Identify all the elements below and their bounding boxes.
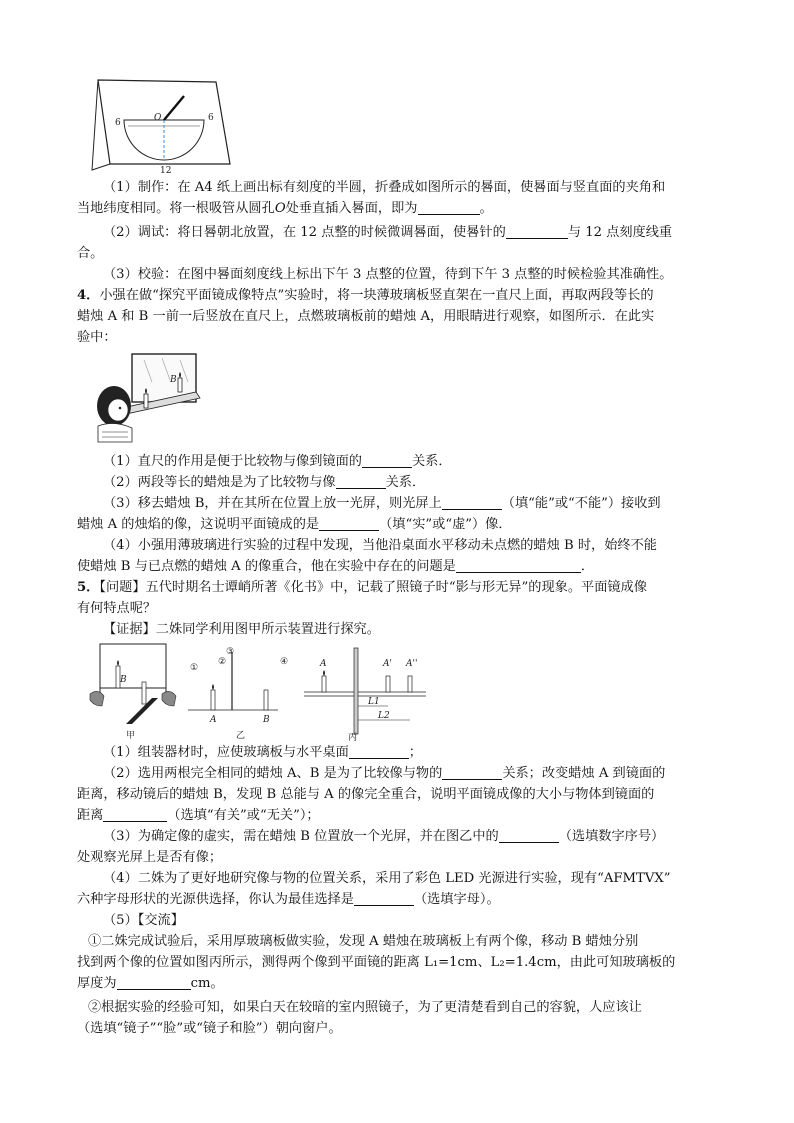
q5-stem-text1: 【问题】五代时期名士谭峭所著《化书》中，记载了照镜子时“影与形无异”的现象。平面镜成像 xyxy=(99,580,647,595)
q5-part2c-post: （选填“有关”或“无关”）； xyxy=(167,808,320,823)
q5-part5-heading: （5）【交流】 xyxy=(103,913,184,928)
yi-position-3: ③ xyxy=(226,647,235,657)
q3-part2-line2: 合。 xyxy=(77,246,104,261)
q5-stem-line2: 有何特点呢？ xyxy=(77,601,157,616)
answer-blank[interactable] xyxy=(336,474,386,489)
q5-part4-line2 xyxy=(77,890,500,910)
bing-caption: 丙 xyxy=(348,733,358,742)
q5-stem-line1 xyxy=(77,578,647,598)
jia-caption: 甲 xyxy=(126,731,136,741)
q4-part3-pre: （3）移去蜡烛 B，并在其所在位置上放一光屏，则光屏上 xyxy=(103,496,442,511)
q5-exchange2-line1: ②根据实验的经验可知，如果白天在较暗的室内照镜子，为了更清楚看到自己的容貌，人应该让 xyxy=(88,1000,642,1015)
answer-blank[interactable] xyxy=(442,765,502,780)
q4-part2-post: 关系． xyxy=(385,475,426,490)
q3-part3: （3）校验：在图中晷面刻度线上标出下午 3 点整的位置，待到下午 3 点整的时候检验其准确性。 xyxy=(103,267,673,282)
yi-b-label: B xyxy=(263,715,270,725)
q4-part1 xyxy=(103,452,452,472)
candle-experiment-figure xyxy=(92,352,202,444)
yi-position-4: ④ xyxy=(280,657,289,667)
jia-b-label: B xyxy=(120,675,127,685)
candle-experiment-drawing xyxy=(92,352,202,444)
q4-part3-line2 xyxy=(77,515,512,535)
sundial-o-label: O xyxy=(154,113,162,123)
q5-exchange1-line1: ①二姝完成试验后，采用厚玻璃板做实验，发现 A 蜡烛在玻璃板上有两个像，移动 B 蜡烛分别 xyxy=(88,934,639,949)
q5-exchange1-line3 xyxy=(77,974,224,994)
q5-part4-pre: 六种字母形状的光源供选择，你认为最佳选择是 xyxy=(77,892,354,907)
q5-part4-line1: （4）二姝为了更好地研究像与物的位置关系，采用了彩色 LED 光源进行实验，现有“AFMTVX” xyxy=(103,871,671,886)
q3-part2-pre: （2）调试：将日晷朝北放置，在 12 点整的时候微调晷面，使晷针的 xyxy=(103,225,506,240)
q5-part2-post: 关系；改变蜡烛 A 到镜面的 xyxy=(502,766,666,781)
q4-part4-post: ． xyxy=(580,559,595,574)
q5-part3-line1 xyxy=(103,827,664,847)
answer-blank[interactable] xyxy=(117,975,191,990)
q5-part2-line3 xyxy=(77,806,320,826)
sundial-left-number: 6 xyxy=(115,118,121,128)
q4-stem-line1 xyxy=(77,286,654,306)
q5-part3-pre: （3）为确定像的虚实，需在蜡烛 B 位置放一个光屏，并在图乙中的 xyxy=(103,829,499,844)
q4-part1-pre: （1）直尺的作用是便于比较物与像到镜面的 xyxy=(103,454,362,469)
q4-part4-line2 xyxy=(77,557,594,577)
bing-l2-label: L2 xyxy=(378,711,390,721)
sundial-bottom-number: 12 xyxy=(160,166,172,176)
apparatus-drawing xyxy=(86,642,436,742)
q5-part3-post: （选填数字序号） xyxy=(558,829,665,844)
q5-part2c-pre: 距离 xyxy=(77,808,104,823)
q5-part4-post: （选填字母）。 xyxy=(413,892,500,907)
q5-exchange1-line2: 找到两个像的位置如图丙所示，测得两个像到平面镜的距离 L₁=1cm、L₂=1.4cm，由此可知玻璃板的 xyxy=(77,955,676,970)
answer-blank[interactable] xyxy=(349,744,409,759)
bing-l1-label: L1 xyxy=(368,697,380,707)
q5-part3-line2: 处观察光屏上是否有像； xyxy=(77,850,223,865)
answer-blank[interactable] xyxy=(354,891,414,906)
q4-part1-post: 关系． xyxy=(411,454,452,469)
q4-part2-pre: （2）两段等长的蜡烛是为了比较物与像 xyxy=(103,475,336,490)
yi-a-label: A xyxy=(210,715,217,725)
q4-part4-line1: （4）小强用薄玻璃进行实验的过程中发现，当他沿桌面水平移动未点燃的蜡烛 B 时，始终不能 xyxy=(103,538,657,553)
bing-a-label: A xyxy=(320,659,327,669)
q5-number: 5． xyxy=(77,580,100,595)
q5-part2-line2: 距离，移动镜后的蜡烛 B，发现 B 总能与 A 的像完全重合，说明平面镜成像的大小与物体到镜面的 xyxy=(77,787,655,802)
q3-part1-line2 xyxy=(77,199,493,219)
q4-stem-line3: 验中： xyxy=(77,330,117,345)
q5-part2-line1 xyxy=(103,764,665,784)
yi-position-1: ① xyxy=(190,663,199,673)
answer-blank[interactable] xyxy=(418,200,480,215)
q4-part2 xyxy=(103,473,425,493)
q4-part3-line1 xyxy=(103,494,661,514)
q3-part1-line1: （1）制作：在 A4 纸上画出标有刻度的半圆，折叠成如图所示的晷面，使晷面与竖直面的夹角和 xyxy=(103,180,666,195)
q3-part1-pre: 当地纬度相同。将一根吸管从圆孔 xyxy=(77,201,275,216)
answer-blank[interactable] xyxy=(319,516,379,531)
apparatus-figures xyxy=(86,642,436,742)
q4-part3-post: （填“能”或“不能”）接收到 xyxy=(501,496,661,511)
q4-stem-line2: 蜡烛 A 和 B 一前一后竖放在直尺上，点燃玻璃板前的蜡烛 A，用眼睛进行观察，如图所示．在此实 xyxy=(77,309,655,324)
answer-blank[interactable] xyxy=(442,495,502,510)
q5-part1-pre: （1）组装器材时，应使玻璃板与水平桌面 xyxy=(103,745,349,760)
answer-blank[interactable] xyxy=(499,828,559,843)
sundial-figure xyxy=(88,78,238,178)
sundial-right-number: 6 xyxy=(208,113,214,123)
q3-part1-post: 处垂直插入晷面，即为 xyxy=(285,201,418,216)
q3-part2-post: 与 12 点刻度线重 xyxy=(567,225,673,240)
answer-blank[interactable] xyxy=(506,224,568,239)
answer-blank[interactable] xyxy=(362,453,412,468)
sundial-drawing xyxy=(88,78,238,178)
yi-caption: 乙 xyxy=(236,731,246,741)
q5-exchange1-post: cm。 xyxy=(190,976,224,991)
q5-exchange2-line2: （选填“镜子”“脸”或“镜子和脸”）朝向窗户。 xyxy=(77,1021,342,1036)
q4-number: 4． xyxy=(77,288,100,303)
q5-part1 xyxy=(103,743,422,763)
q5-part1-post: ； xyxy=(408,745,422,760)
bing-a1-label: A' xyxy=(383,659,392,669)
q4-part3b-pre: 蜡烛 A 的烛焰的像，这说明平面镜成的是 xyxy=(77,517,320,532)
q5-exchange1-pre: 厚度为 xyxy=(77,976,117,991)
q4-part3b-post: （填“实”或“虚”）像． xyxy=(379,517,512,532)
q5-stem-line3: 【证据】二姝同学利用图甲所示装置进行探究。 xyxy=(103,622,380,637)
q3-part2-line1 xyxy=(103,223,672,243)
q4-part4-pre: 使蜡烛 B 与已点燃的蜡烛 A 的像重合，他在实验中存在的问题是 xyxy=(77,559,456,574)
candle-b-label: B xyxy=(170,375,177,385)
q3-part1-end: 。 xyxy=(479,201,493,216)
answer-blank[interactable] xyxy=(456,558,581,573)
answer-blank[interactable] xyxy=(103,807,167,822)
yi-position-2: ② xyxy=(218,657,227,667)
q4-stem-text1: 小强在做“探究平面镜成像特点”实验时，将一块薄玻璃板竖直架在一直尺上面，再取两段等长的 xyxy=(99,288,654,303)
q3-part1-o: O xyxy=(274,201,286,216)
bing-a2-label: A'' xyxy=(406,659,418,669)
q5-part2-pre: （2）选用两根完全相同的蜡烛 A、B 是为了比较像与物的 xyxy=(103,766,443,781)
